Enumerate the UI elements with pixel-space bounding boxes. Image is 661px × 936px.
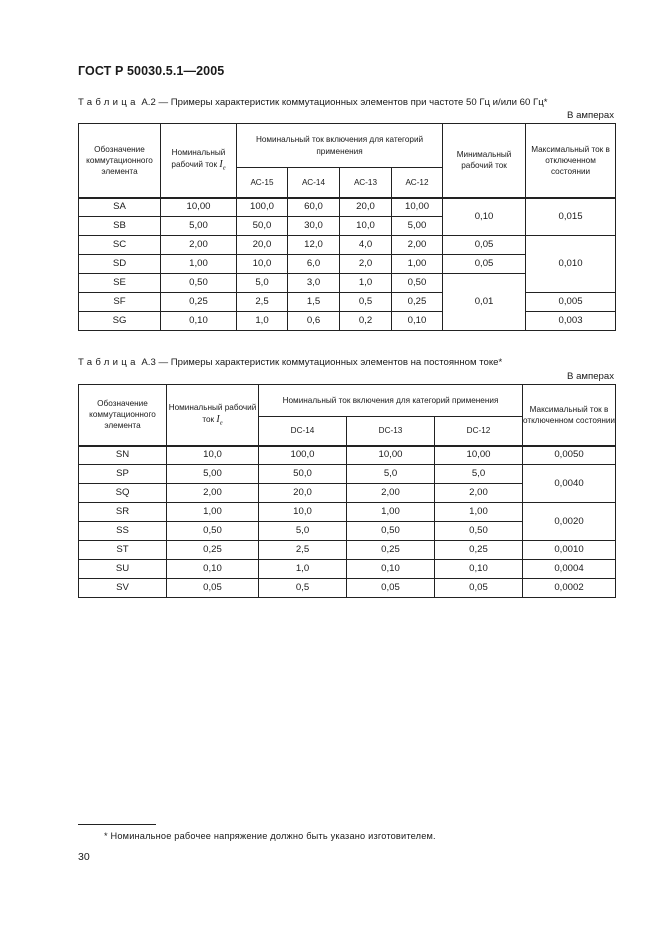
cell-designation: SQ xyxy=(79,484,167,503)
cell-value: 30,0 xyxy=(288,217,340,236)
table-a2-units: В амперах xyxy=(567,110,614,121)
cell-max-off-current: 0,0004 xyxy=(523,560,616,579)
cell-value: 1,0 xyxy=(237,312,288,331)
cell-designation: SR xyxy=(79,503,167,522)
cell-rated-current: 0,50 xyxy=(167,522,259,541)
cell-value: 5,0 xyxy=(435,465,523,484)
table-a2-header-ie-sub: e xyxy=(222,164,226,172)
cell-value: 1,00 xyxy=(392,255,443,274)
cell-max-off-current: 0,005 xyxy=(526,293,616,312)
cell-designation: SG xyxy=(79,312,161,331)
cell-rated-current: 0,10 xyxy=(167,560,259,579)
cell-value: 5,0 xyxy=(347,465,435,484)
table-a2-header-rated-current xyxy=(161,124,237,198)
footnote-divider xyxy=(78,824,156,825)
cell-max-off-current: 0,0002 xyxy=(523,579,616,598)
cell-value: 0,5 xyxy=(340,293,392,312)
cell-designation: SB xyxy=(79,217,161,236)
cell-value: 0,10 xyxy=(347,560,435,579)
cell-rated-current: 2,00 xyxy=(167,484,259,503)
table-a2 xyxy=(78,123,616,331)
cell-designation: ST xyxy=(79,541,167,560)
cell-value: 2,5 xyxy=(259,541,347,560)
table-a3-header-designation: Обозначение коммутационного элемента xyxy=(79,385,167,446)
table-a3-caption-word: Таблица xyxy=(78,357,139,368)
cell-value: 10,00 xyxy=(435,446,523,465)
cell-max-off-current: 0,0010 xyxy=(523,541,616,560)
cell-value: 10,00 xyxy=(392,198,443,217)
cell-min-current: 0,05 xyxy=(443,255,526,274)
cell-value: 0,50 xyxy=(392,274,443,293)
cell-max-off-current: 0,0020 xyxy=(523,503,616,541)
table-row xyxy=(79,446,616,465)
table-a3-header-rated-current xyxy=(167,385,259,446)
cell-value: 10,00 xyxy=(347,446,435,465)
cell-min-current: 0,05 xyxy=(443,236,526,255)
table-row xyxy=(79,503,616,522)
cell-max-off-current: 0,015 xyxy=(526,198,616,236)
table-row xyxy=(79,293,616,312)
table-a3-caption xyxy=(78,357,502,368)
cell-value: 5,00 xyxy=(392,217,443,236)
cell-designation: SU xyxy=(79,560,167,579)
table-row xyxy=(79,579,616,598)
table-a3-header-category: DC-12 xyxy=(435,417,523,446)
cell-value: 10,0 xyxy=(237,255,288,274)
cell-value: 0,50 xyxy=(435,522,523,541)
cell-value: 20,0 xyxy=(340,198,392,217)
table-a2-header-category: АС-12 xyxy=(392,168,443,198)
cell-rated-current: 0,05 xyxy=(167,579,259,598)
cell-value: 1,5 xyxy=(288,293,340,312)
cell-min-current: 0,01 xyxy=(443,274,526,331)
cell-max-off-current: 0,003 xyxy=(526,312,616,331)
cell-value: 0,50 xyxy=(347,522,435,541)
table-a3-header-ie-sub: e xyxy=(219,419,223,427)
cell-rated-current: 1,00 xyxy=(161,255,237,274)
document-number: ГОСТ Р 50030.5.1—2005 xyxy=(78,64,225,78)
table-row xyxy=(79,236,616,255)
table-a2-header-max-off-current: Максимальный ток в отключенном состоянии xyxy=(526,124,616,198)
cell-rated-current: 2,00 xyxy=(161,236,237,255)
table-a3 xyxy=(78,384,616,598)
cell-value: 5,0 xyxy=(237,274,288,293)
cell-value: 20,0 xyxy=(259,484,347,503)
table-a2-header-min-current: Минимальный рабочий ток xyxy=(443,124,526,198)
cell-designation: SV xyxy=(79,579,167,598)
cell-max-off-current: 0,0040 xyxy=(523,465,616,503)
cell-designation: SF xyxy=(79,293,161,312)
cell-designation: SA xyxy=(79,198,161,217)
cell-value: 0,5 xyxy=(259,579,347,598)
page-number: 30 xyxy=(78,851,90,863)
cell-rated-current: 0,25 xyxy=(161,293,237,312)
table-a3-caption-text: А.3 — Примеры характеристик коммутационных элементов на постоянном токе* xyxy=(141,357,503,368)
cell-rated-current: 5,00 xyxy=(167,465,259,484)
cell-value: 1,00 xyxy=(435,503,523,522)
cell-value: 0,2 xyxy=(340,312,392,331)
cell-designation: SS xyxy=(79,522,167,541)
cell-value: 2,00 xyxy=(435,484,523,503)
cell-value: 1,0 xyxy=(340,274,392,293)
table-a2-header-ie-symbol: I xyxy=(219,159,223,171)
cell-value: 50,0 xyxy=(237,217,288,236)
cell-rated-current: 0,10 xyxy=(161,312,237,331)
cell-value: 100,0 xyxy=(237,198,288,217)
cell-value: 1,0 xyxy=(259,560,347,579)
cell-value: 50,0 xyxy=(259,465,347,484)
table-a2-header-designation: Обозначение коммутационного элемента xyxy=(79,124,161,198)
cell-designation: SE xyxy=(79,274,161,293)
cell-value: 2,00 xyxy=(347,484,435,503)
cell-rated-current: 1,00 xyxy=(167,503,259,522)
cell-value: 12,0 xyxy=(288,236,340,255)
table-a2-header-category: АС-14 xyxy=(288,168,340,198)
cell-value: 3,0 xyxy=(288,274,340,293)
cell-value: 0,10 xyxy=(435,560,523,579)
table-a3-header-max-off-current: Максимальный ток в отключенном состоянии xyxy=(523,385,616,446)
cell-value: 0,10 xyxy=(392,312,443,331)
cell-rated-current: 5,00 xyxy=(161,217,237,236)
table-row xyxy=(79,560,616,579)
footnote: * Номинальное рабочее напряжение должно быть указано изготовителем. xyxy=(104,831,436,841)
cell-value: 2,0 xyxy=(340,255,392,274)
cell-rated-current: 0,50 xyxy=(161,274,237,293)
table-a3-header-category: DC-14 xyxy=(259,417,347,446)
cell-designation: SN xyxy=(79,446,167,465)
cell-value: 2,5 xyxy=(237,293,288,312)
cell-rated-current: 0,25 xyxy=(167,541,259,560)
table-a2-caption-text: А.2 — Примеры характеристик коммутационных элементов при частоте 50 Гц и/или 60 Гц* xyxy=(141,97,548,108)
cell-value: 60,0 xyxy=(288,198,340,217)
cell-value: 5,0 xyxy=(259,522,347,541)
cell-designation: SP xyxy=(79,465,167,484)
cell-value: 0,05 xyxy=(435,579,523,598)
cell-rated-current: 10,0 xyxy=(167,446,259,465)
cell-value: 4,0 xyxy=(340,236,392,255)
table-row xyxy=(79,541,616,560)
cell-value: 6,0 xyxy=(288,255,340,274)
cell-rated-current: 10,00 xyxy=(161,198,237,217)
cell-value: 20,0 xyxy=(237,236,288,255)
cell-value: 0,25 xyxy=(392,293,443,312)
table-row xyxy=(79,312,616,331)
table-a3-units: В амперах xyxy=(567,371,614,382)
cell-value: 0,05 xyxy=(347,579,435,598)
cell-max-off-current: 0,0050 xyxy=(523,446,616,465)
table-a3-header-ie-symbol: I xyxy=(216,413,220,425)
cell-value: 0,25 xyxy=(347,541,435,560)
cell-designation: SD xyxy=(79,255,161,274)
table-row xyxy=(79,465,616,484)
cell-value: 0,25 xyxy=(435,541,523,560)
table-a2-header-rated-current-text: Номинальный рабочий ток xyxy=(171,148,226,170)
table-a2-header-category: АС-13 xyxy=(340,168,392,198)
table-a2-caption-word: Таблица xyxy=(78,97,139,108)
cell-value: 0,6 xyxy=(288,312,340,331)
table-a2-header-category: АС-15 xyxy=(237,168,288,198)
cell-designation: SC xyxy=(79,236,161,255)
table-a3-header-making-current: Номинальный ток включения для категорий применения xyxy=(259,385,523,417)
table-a2-caption xyxy=(78,97,547,108)
cell-value: 10,0 xyxy=(259,503,347,522)
cell-max-off-current: 0,010 xyxy=(526,236,616,293)
cell-value: 100,0 xyxy=(259,446,347,465)
cell-min-current: 0,10 xyxy=(443,198,526,236)
table-a3-header-rated-current-text: Номинальный рабочий ток xyxy=(168,402,257,424)
table-a2-header-making-current: Номинальный ток включения для категорий применения xyxy=(237,124,443,168)
cell-value: 2,00 xyxy=(392,236,443,255)
cell-value: 1,00 xyxy=(347,503,435,522)
table-row xyxy=(79,198,616,217)
cell-value: 10,0 xyxy=(340,217,392,236)
table-a3-header-category: DC-13 xyxy=(347,417,435,446)
